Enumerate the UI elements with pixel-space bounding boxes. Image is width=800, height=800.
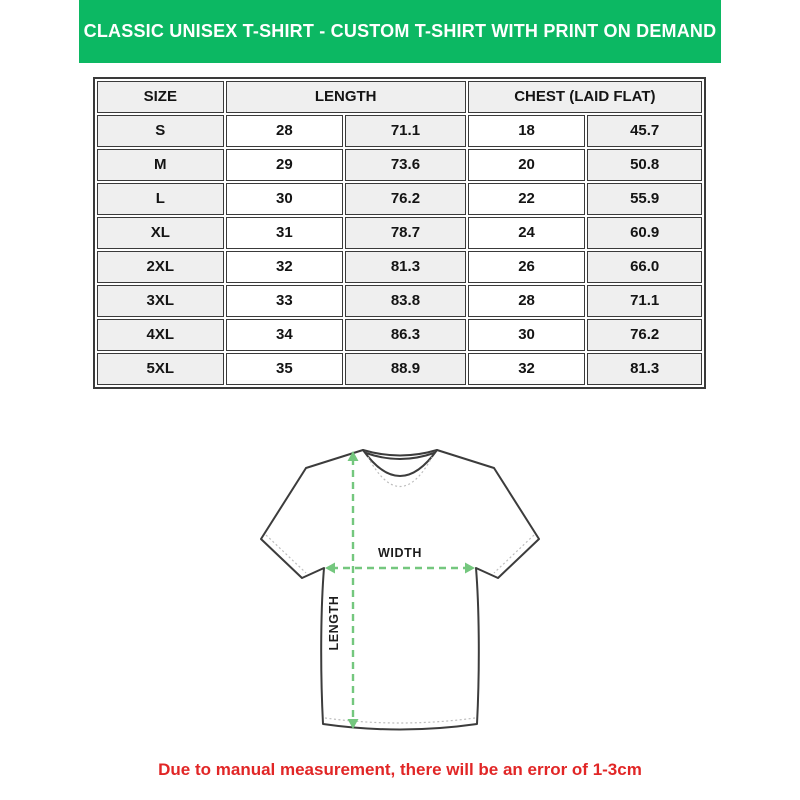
length-cm-cell: 71.1	[345, 115, 466, 147]
chest-cm-cell: 45.7	[587, 115, 702, 147]
length-label: LENGTH	[327, 595, 341, 651]
length-in-cell: 34	[226, 319, 344, 351]
size-cell: L	[97, 183, 224, 215]
table-row-s	[97, 115, 702, 147]
length-cm-cell: 81.3	[345, 251, 466, 283]
chest-cm-cell: 81.3	[587, 353, 702, 385]
length-cm-cell: 76.2	[345, 183, 466, 215]
chest-in-cell: 24	[468, 217, 586, 249]
table-row-2xl	[97, 251, 702, 283]
length-in-cell: 32	[226, 251, 344, 283]
table-row-m	[97, 149, 702, 181]
col-header-length: LENGTH	[226, 81, 466, 113]
size-chart-section	[93, 77, 706, 389]
length-cm-cell: 88.9	[345, 353, 466, 385]
length-in-cell: 31	[226, 217, 344, 249]
size-cell: 3XL	[97, 285, 224, 317]
col-header-chest: CHEST (LAID FLAT)	[468, 81, 702, 113]
title-banner	[79, 0, 721, 63]
measurement-error-note: Due to manual measurement, there will be an error of 1-3cm	[158, 760, 642, 779]
chest-cm-cell: 66.0	[587, 251, 702, 283]
col-header-size: SIZE	[97, 81, 224, 113]
size-cell: M	[97, 149, 224, 181]
size-cell: 2XL	[97, 251, 224, 283]
chest-in-cell: 22	[468, 183, 586, 215]
length-in-cell: 28	[226, 115, 344, 147]
tshirt-outline	[261, 450, 539, 730]
table-row-4xl	[97, 319, 702, 351]
length-cm-cell: 78.7	[345, 217, 466, 249]
header-row	[97, 81, 702, 113]
width-label: WIDTH	[378, 546, 422, 560]
page-title: CLASSIC UNISEX T-SHIRT - CUSTOM T-SHIRT WITH PRINT ON DEMAND	[83, 21, 717, 41]
chest-in-cell: 30	[468, 319, 586, 351]
size-table-body	[97, 115, 702, 385]
size-cell: XL	[97, 217, 224, 249]
length-cm-cell: 83.8	[345, 285, 466, 317]
table-row-l	[97, 183, 702, 215]
table-row-xl	[97, 217, 702, 249]
tshirt-measurement-diagram	[230, 440, 570, 750]
chest-in-cell: 32	[468, 353, 586, 385]
length-in-cell: 29	[226, 149, 344, 181]
chest-cm-cell: 71.1	[587, 285, 702, 317]
length-in-cell: 35	[226, 353, 344, 385]
length-in-cell: 33	[226, 285, 344, 317]
length-in-cell: 30	[226, 183, 344, 215]
chest-cm-cell: 76.2	[587, 319, 702, 351]
length-cm-cell: 73.6	[345, 149, 466, 181]
size-cell: 5XL	[97, 353, 224, 385]
length-cm-cell: 86.3	[345, 319, 466, 351]
table-row-3xl	[97, 285, 702, 317]
chest-in-cell: 26	[468, 251, 586, 283]
chest-cm-cell: 50.8	[587, 149, 702, 181]
chest-cm-cell: 55.9	[587, 183, 702, 215]
chest-in-cell: 18	[468, 115, 586, 147]
size-cell: S	[97, 115, 224, 147]
size-chart-table	[93, 77, 706, 389]
size-cell: 4XL	[97, 319, 224, 351]
table-row-5xl	[97, 353, 702, 385]
chest-cm-cell: 60.9	[587, 217, 702, 249]
chest-in-cell: 20	[468, 149, 586, 181]
chest-in-cell: 28	[468, 285, 586, 317]
